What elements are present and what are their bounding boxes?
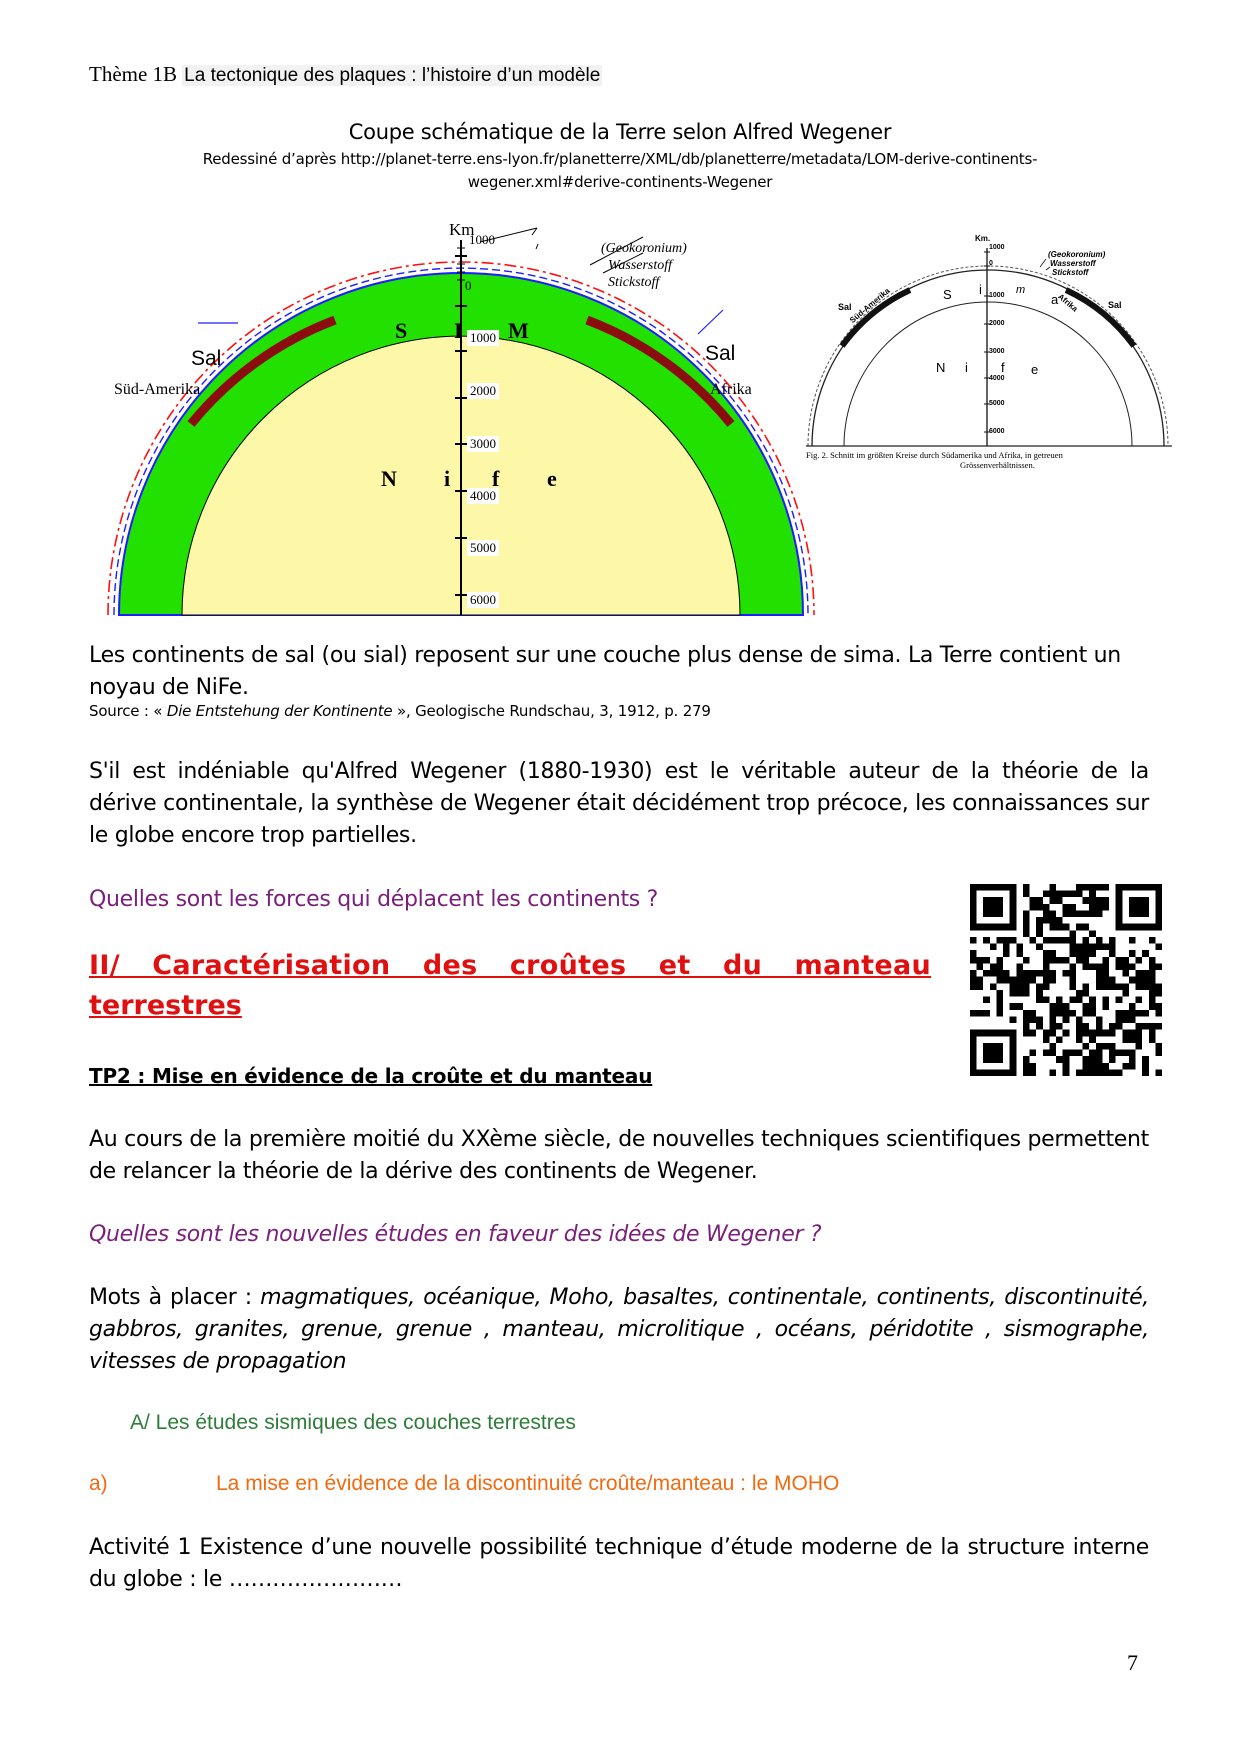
words-to-place [89, 1282, 1149, 1378]
orig-nife-f: f [1001, 360, 1005, 375]
scale-3000: 3000 [467, 436, 499, 452]
activity-line1: Activité 1 Existence d’une nouvelle possibilité technique d’étude moderne de la structure interne [89, 1535, 1149, 1560]
subsection-a: A/ Les études sismiques des couches terrestres [130, 1411, 576, 1434]
section-title-line1: II/ Caractérisation des croûtes et du manteau [89, 950, 931, 981]
figure-credit-line2: wegener.xml#derive-continents-Wegener [467, 173, 773, 191]
source-suffix: », Geologische Rundschau, 3, 1912, p. 279 [392, 702, 711, 720]
gas-wasserstoff: Wasserstoff [608, 258, 673, 273]
orig-atmo-line [808, 266, 1168, 446]
sima-letter-m: M [508, 318, 529, 343]
techniques-paragraph [89, 1124, 1149, 1188]
orig-scale-2000: 2000 [989, 320, 1005, 327]
gas-geokoronium: (Geokoronium) [601, 241, 687, 256]
activity-1 [89, 1532, 1149, 1596]
wegener-colored-diagram [100, 210, 820, 620]
scale-1000: 1000 [467, 330, 499, 346]
gas-stickstoff: Stickstoff [608, 275, 660, 290]
para1-line3: le globe encore trop partielles. [89, 823, 417, 848]
continent-south-america: Süd-Amerika [114, 381, 201, 398]
description-line2: noyau de NiFe. [89, 675, 249, 700]
words-line3: vitesses de propagation [89, 1349, 347, 1374]
orig-nife-n: N [936, 360, 946, 375]
sima-letter-i: I [454, 318, 463, 343]
sal-right-leader [698, 310, 723, 334]
wegener-original-diagram [800, 236, 1180, 476]
section-title-line2: terrestres [89, 990, 242, 1021]
orig-sal-africa [1066, 290, 1134, 346]
para1-line2: dérive continentale, la synthèse de Wegener était décidément trop précoce, les connaissances sur [89, 791, 1149, 816]
activity-line2: du globe : le …………………… [89, 1567, 403, 1592]
orig-continent-africa: Afrika [1056, 292, 1080, 314]
orig-sima-m: m [1016, 284, 1026, 296]
orig-km-label: Km. [975, 234, 991, 243]
nife-letter-f: f [492, 466, 500, 491]
source-prefix: Source : « [89, 702, 167, 720]
nife-letter-n: N [381, 466, 397, 491]
para1-line1: S'il est indéniable qu'Alfred Wegener (1880-1930) est le véritable auteur de la théorie de la [89, 759, 1149, 784]
item-a-text: La mise en évidence de la discontinuité croûte/manteau : le MOHO [216, 1472, 840, 1495]
orig-caption-line2: Grössenverhältnissen. [960, 460, 1035, 470]
wegener-paragraph [89, 756, 1149, 852]
orig-sal-left: Sal [838, 302, 852, 312]
continent-africa: Afrika [710, 381, 752, 398]
item-a-letter: a) [89, 1472, 108, 1495]
scale-6000: 6000 [467, 592, 499, 608]
words-line2: gabbros, granites, grenue, grenue , manteau, microlitique , océans, péridotite , sismographe, [89, 1317, 1149, 1342]
theme-title: La tectonique des plaques : l’histoire d’un modèle [184, 65, 601, 86]
nife-letter-e: e [547, 466, 557, 491]
orig-gas-wasserstoff: Wasserstoff [1050, 259, 1096, 268]
scale-5000: 5000 [467, 540, 499, 556]
orig-scale-3000: 3000 [989, 348, 1005, 355]
orig-sima-i: i [979, 282, 982, 297]
theme-header [89, 62, 602, 87]
tp2-heading: TP2 : Mise en évidence de la croûte et du manteau [89, 1064, 653, 1088]
description-line1: Les continents de sal (ou sial) reposent sur une couche plus dense de sima. La Terre contient un [89, 643, 1121, 668]
orig-scale-5000: 5000 [989, 400, 1005, 407]
source-title: Die Entstehung der Kontinente [166, 702, 393, 720]
words-line1: magmatiques, océanique, Moho, basaltes, continentale, continents, discontinuité, [260, 1285, 1149, 1310]
orig-scale-4000: 4000 [989, 375, 1005, 382]
scale-4000: 4000 [467, 488, 499, 504]
nife-letter-i: i [444, 466, 451, 491]
orig-gas-stickstoff: Stickstoff [1052, 268, 1089, 277]
figure-title: Coupe schématique de la Terre selon Alfred Wegener [348, 120, 892, 144]
orig-scale-0: 0 [989, 260, 993, 267]
orig-gas-geokoronium: (Geokoronium) [1048, 250, 1106, 259]
sal-label-right: Sal [705, 342, 736, 365]
scale-0: 0 [465, 278, 472, 293]
theme-label: Thème 1B [89, 62, 178, 86]
page-number: 7 [1127, 1650, 1138, 1675]
orig-continent-south-america: Süd-Amerika [848, 286, 892, 325]
orig-caption-line1: Fig. 2. Schnitt im größten Kreise durch Südamerika und Afrika, in getreuen [806, 450, 1063, 460]
para2-line1: Au cours de la première moitié du XXème siècle, de nouvelles techniques scientifiques permettent [89, 1127, 1149, 1152]
scale-1000-top: 1000 [469, 232, 495, 247]
orig-nife-e: e [1031, 362, 1039, 377]
orig-scale-1000: 1000 [989, 292, 1005, 299]
km-label: Km [449, 220, 475, 239]
orig-scale-6000: 6000 [989, 428, 1005, 435]
sima-letter-s: S [395, 318, 408, 343]
qr-code[interactable] [970, 884, 1162, 1076]
question-new-studies: Quelles sont les nouvelles études en faveur des idées de Wegener ? [89, 1222, 822, 1247]
question-forces: Quelles sont les forces qui déplacent les continents ? [89, 887, 659, 912]
orig-sima-s: S [943, 287, 952, 302]
scale-2000: 2000 [467, 383, 499, 399]
figure-description [89, 640, 1149, 704]
figure-source [89, 702, 711, 720]
orig-sima-a: a [1051, 292, 1059, 307]
gas-leader-2 [536, 244, 538, 249]
figure-credit-line1: Redessiné d’après http://planet-terre.ens-lyon.fr/planetterre/XML/db/planetterre/metadata/LOM-derive-continents- [202, 150, 1038, 168]
words-label: Mots à placer : [89, 1285, 252, 1310]
orig-sal-right: Sal [1108, 300, 1122, 310]
sal-label-left: Sal [191, 347, 222, 370]
para2-line2: de relancer la théorie de la dérive des continents de Wegener. [89, 1159, 758, 1184]
orig-nife-i: i [965, 360, 968, 375]
orig-scale-1000-top: 1000 [989, 244, 1005, 251]
